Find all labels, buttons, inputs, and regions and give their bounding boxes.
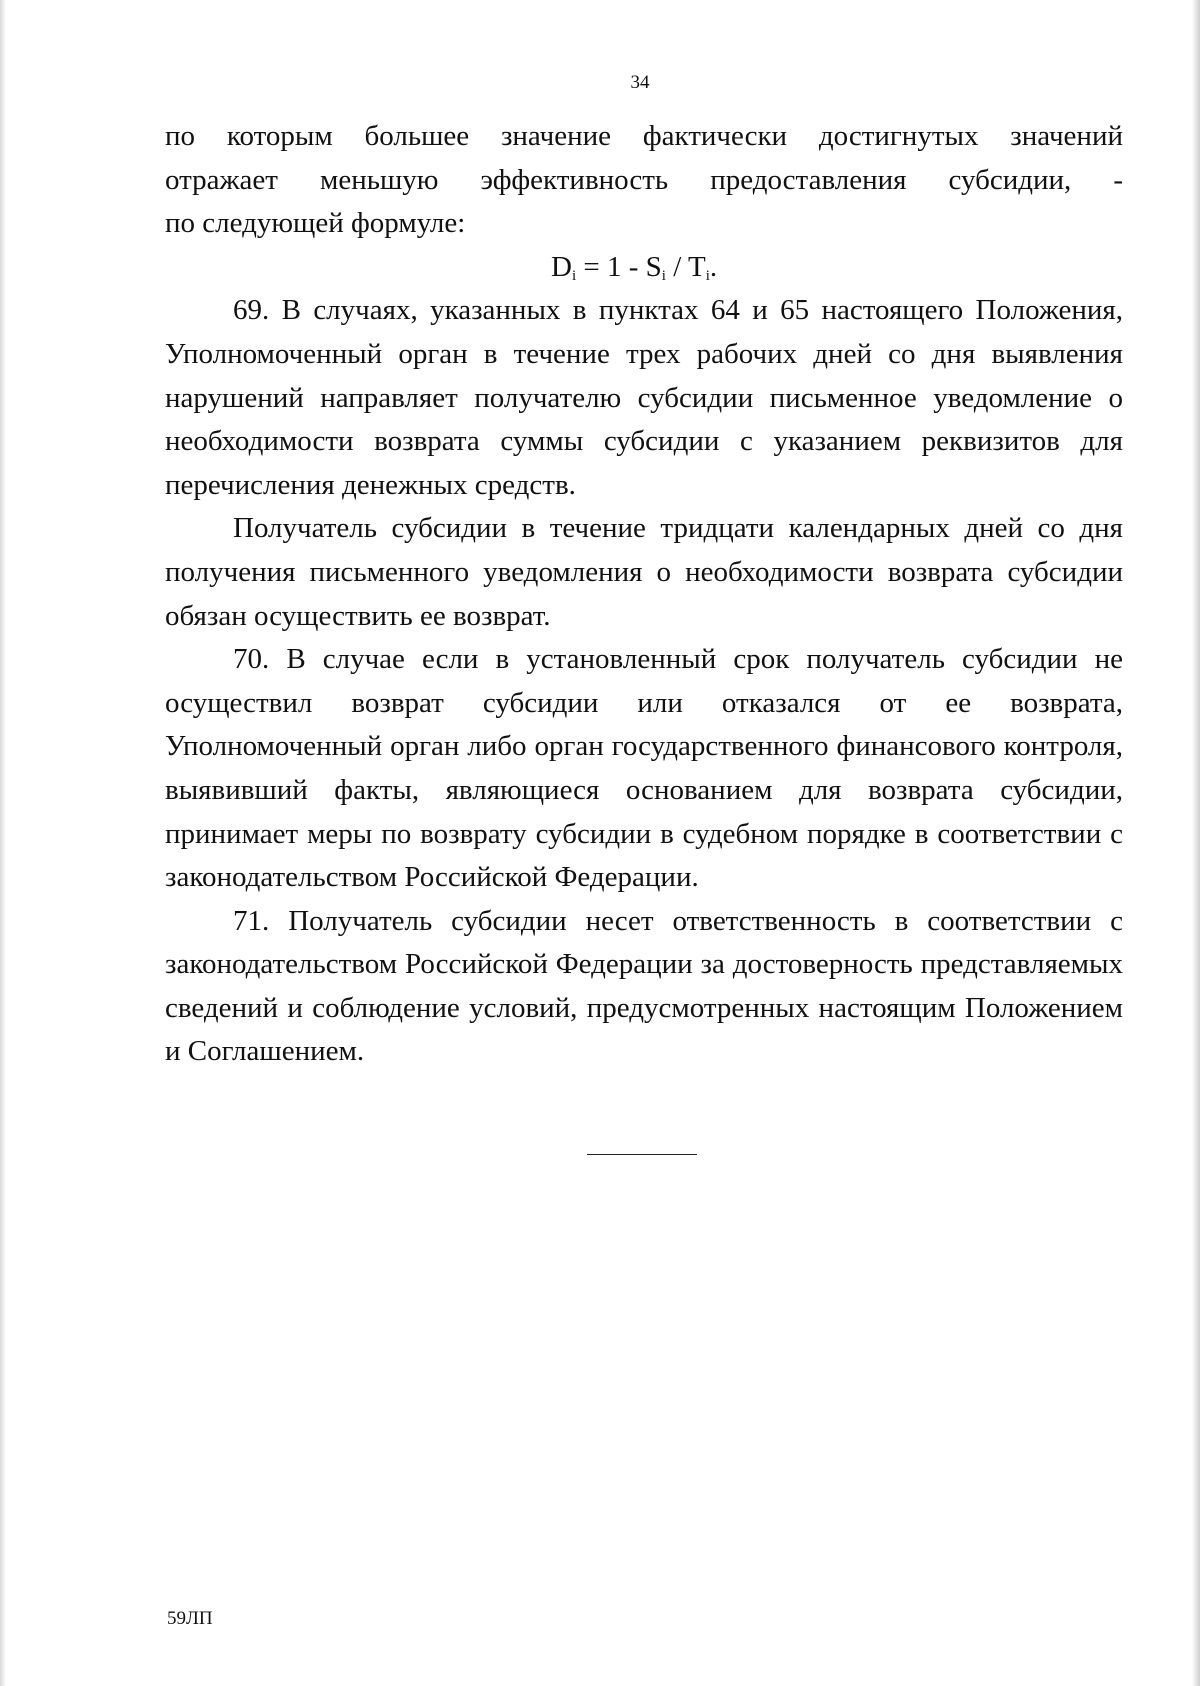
paragraph-71: 71. Получатель субсидии несет ответственность в соответствии с законодательством Российской Федерации за достоверность представляемых сведений и соблюдение условий, предусмотренных настоящим Положением и Соглашением.: [165, 904, 1123, 1068]
paragraph-70: 70. В случае если в установленный срок получатель субсидии не осуществил возврат субсидии или отказался от ее возврата, Уполномоченный орган либо орган государственного финансового контроля, выявивший факты, являющиеся основанием для возврата субсидии, принимает меры по возврату субсидии в судебном порядке в соответствии с законодательством Российской Федерации.: [165, 643, 1123, 894]
intro-line-1: по которым большее значение фактически достигнутых значений: [165, 120, 1123, 152]
end-rule: [587, 1154, 697, 1155]
formula: $D_i = 1 - S_i / T_i$.: [551, 250, 718, 284]
paragraph-69: 69. В случаях, указанных в пунктах 64 и 65 настоящего Положения, Уполномоченный орган в течение трех рабочих дней со дня выявления нарушений направляет получателю субсидии письменное уведомление о необходимости возврата суммы субсидии с указанием реквизитов для перечисления денежных средств.: [165, 294, 1123, 501]
intro-line-3: по следующей формуле:: [165, 207, 466, 240]
scan-edge-right: [1192, 0, 1200, 1686]
document-body: [165, 115, 1123, 1074]
scan-edge-left: [0, 0, 6, 1686]
paragraph-69-recipient: Получатель субсидии в течение тридцати календарных дней со дня получения письменного уведомления о необходимости возврата субсидии обязан осуществить ее возврат.: [165, 512, 1123, 632]
intro-line-2: отражает меньшую эффективность предоставления субсидии, -: [165, 163, 1123, 196]
footer-code: 59ЛП: [167, 1608, 213, 1629]
page-number: 34: [630, 72, 650, 93]
